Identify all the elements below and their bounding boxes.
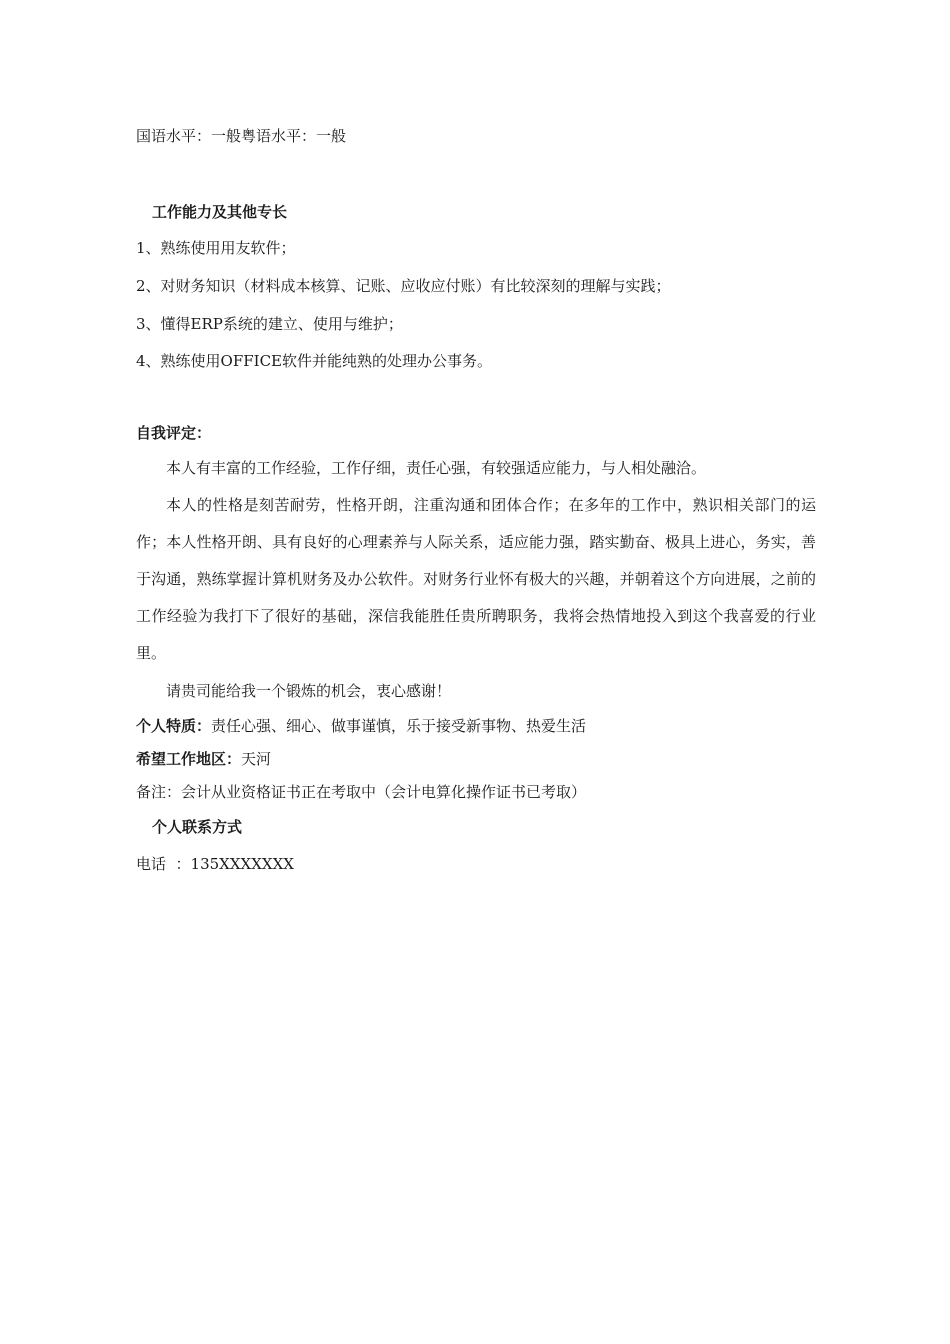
skill-item-3: 3、懂得ERP系统的建立、使用与维护；: [136, 315, 403, 333]
self-evaluation-paragraph-3: 请贵司能给我一个锻炼的机会，衷心感谢！: [166, 682, 452, 700]
personal-traits-value: 责任心强、细心、做事谨慎，乐于接受新事物、热爱生活: [211, 717, 587, 735]
work-location-value: 天河: [241, 750, 272, 768]
personal-traits: [136, 716, 586, 736]
self-evaluation-paragraph-2: 本人的性格是刻苦耐劳，性格开朗，注重沟通和团体合作；在多年的工作中，熟识相关部门的运作；本人性格开朗、具有良好的心理素养与人际关系，适应能力强，踏实勤奋、极具上进心，务实，善于沟通，熟练掌握计算机财务及办公软件。对财务行业怀有极大的兴趣，并朝着这个方向进展，之前的工作经验为我打下了很好的基础，深信我能胜任贵所聘职务，我将会热情地投入到这个我喜爱的行业里。: [136, 496, 816, 662]
phone-label: 电话 ：: [136, 855, 191, 873]
skills-heading: 工作能力及其他专长: [152, 203, 288, 221]
skill-item-1: 1、熟练使用用友软件；: [136, 239, 296, 257]
skill-item-2: 2、对财务知识（材料成本核算、记账、应收应付账）有比较深刻的理解与实践；: [136, 277, 671, 295]
remarks: 备注：会计从业资格证书正在考取中（会计电算化操作证书已考取）: [136, 783, 587, 801]
contact-phone: [136, 854, 294, 874]
self-evaluation-heading: 自我评定：: [136, 424, 212, 442]
personal-traits-label: 个人特质：: [136, 717, 212, 735]
work-location-label: 希望工作地区：: [136, 750, 242, 768]
contact-heading: 个人联系方式: [152, 818, 243, 836]
phone-value: 135XXXXXXX: [190, 855, 294, 873]
work-location: [136, 749, 271, 769]
language-level: 国语水平：一般粤语水平：一般: [136, 127, 347, 145]
skill-item-4: 4、熟练使用OFFICE软件并能纯熟的处理办公事务。: [136, 352, 493, 370]
self-evaluation-paragraph-1: 本人有丰富的工作经验，工作仔细，责任心强，有较强适应能力，与人相处融洽。: [166, 459, 707, 477]
